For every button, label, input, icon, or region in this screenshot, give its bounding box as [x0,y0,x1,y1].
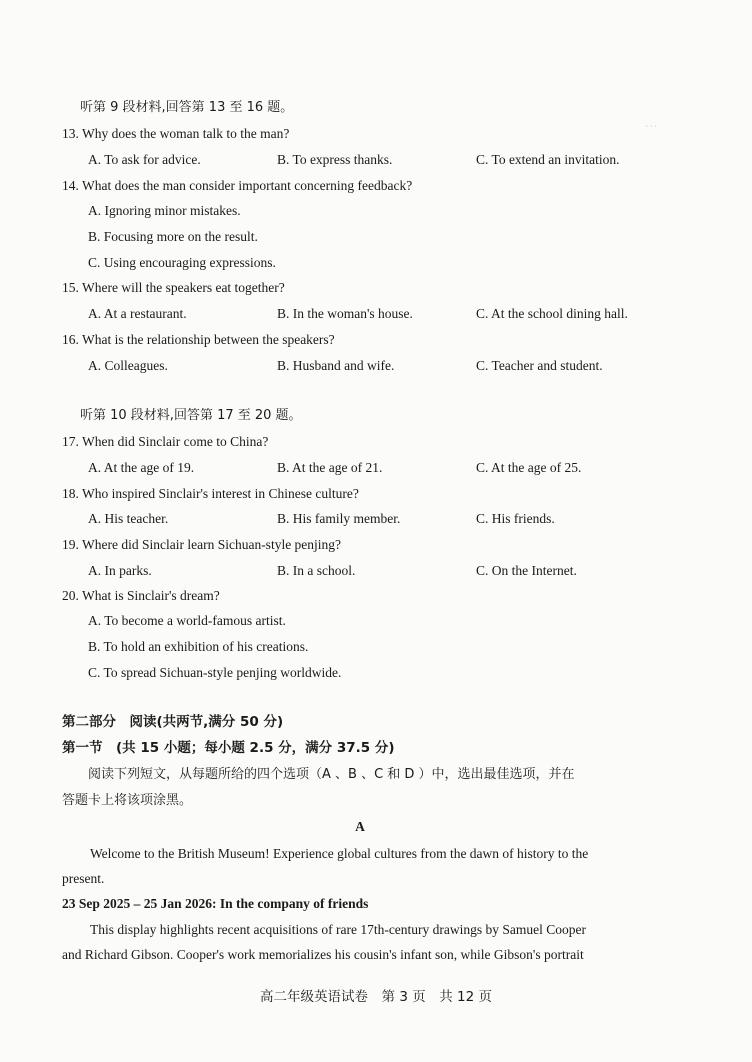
option-19c: C. On the Internet. [476,563,577,578]
event-line-1: This display highlights recent acquisitions of rare 17th-century drawings by Samuel Cooper [90,922,587,937]
instruction-line-2: 答题卡上将该项涂黑。 [62,793,193,808]
question-16: 16. What is the relationship between the speakers? [62,332,335,347]
page-footer: 高二年级英语试卷 第 3 页 共 12 页 [260,989,492,1005]
question-19: 19. Where did Sinclair learn Sichuan-style penjing? [62,537,342,552]
section-9-heading: 听第 9 段材料,回答第 13 至 16 题。 [80,100,294,115]
passage-label: A [355,819,365,834]
event-line-2: and Richard Gibson. Cooper's work memorializes his cousin's infant son, while Gibson's portrait [62,947,584,962]
option-16a: A. Colleagues. [88,358,168,373]
intro-line-2: present. [62,871,105,886]
option-18c: C. His friends. [476,511,555,526]
part-2-title: 第二部分 阅读(共两节,满分 50 分) [62,714,284,730]
option-16c: C. Teacher and student. [476,358,603,373]
option-18a: A. His teacher. [88,511,169,526]
option-14b: B. Focusing more on the result. [88,229,258,244]
exam-page: … 听第 9 段材料,回答第 13 至 16 题。 13. Why does the woman talk to the man? A. To ask for advice. B. To express thanks. C. To extend an invitation. 14. What does the man consider important concerning feedback? A. Ignoring minor mistakes. B. Focusing more on the result. C. Using encouraging expressions. 15. Where will the speakers eat together? A. At a restaurant. B. In the woman's house. C. At the school dining hall. 16. What is the relationship between the speakers? A. Colleagues. B. Husband and wife. C. Teacher and student. 听第 10 段材料,回答第 17 至 20 题。 17. When did Sinclair come to China? A. At the age of 19. B. At the age of 21. C. At the age of 25. 18. Who inspired Sinclair's interest in Chinese culture? A. His teacher. B. His family member. C. His friends. 19. Where did Sinclair learn Sichuan-style penjing? A. In parks. B. In a school. C. On the Internet. 20. What is Sinclair's dream? A. To become a world-famous artist. B. To hold an exhibition of his creations. C. To spread Sichuan-style penjing worldwide. 第二部分 阅读(共两节,满分 50 分) 第一节 (共 15 小题；每小题 2.5 分，满分 37.5 分) 阅读下列短文，从每题所给的四个选项（A 、B 、C 和 D ）中，选出最佳选项，并在 答题卡上将该项涂黑。 A Welcome to the British Museum! Experience global cultures from the dawn of history to the present. 23 Sep 2025 – 25 Jan 2026: In the company of friends This display highlights recent acquisitions of rare 17th-century drawings by Samuel Cooper and Richard Gibson. Cooper's work memorializes his cousin's infant son, while Gibson's portrait 高二年级英语试卷 第 3 页 共 12 页 [0,0,752,1062]
option-20b: B. To hold an exhibition of his creations. [88,639,309,654]
option-19a: A. In parks. [88,563,152,578]
option-16b: B. Husband and wife. [277,358,395,373]
option-14a: A. Ignoring minor mistakes. [88,203,241,218]
option-15b: B. In the woman's house. [277,306,413,321]
option-13a: A. To ask for advice. [88,152,201,167]
instruction-line-1: 阅读下列短文，从每题所给的四个选项（A 、B 、C 和 D ）中，选出最佳选项，并在 [88,767,575,782]
option-17c: C. At the age of 25. [476,460,582,475]
intro-line-1: Welcome to the British Museum! Experience global cultures from the dawn of history to the [90,846,589,861]
option-20c: C. To spread Sichuan-style penjing worldwide. [88,665,342,680]
section-1-title: 第一节 (共 15 小题；每小题 2.5 分，满分 37.5 分) [62,740,395,756]
option-20a: A. To become a world-famous artist. [88,613,286,628]
option-19b: B. In a school. [277,563,356,578]
event-heading: 23 Sep 2025 – 25 Jan 2026: In the company of friends [62,896,369,911]
option-17a: A. At the age of 19. [88,460,195,475]
question-18: 18. Who inspired Sinclair's interest in Chinese culture? [62,486,359,501]
question-15: 15. Where will the speakers eat together? [62,280,285,295]
section-10-heading: 听第 10 段材料,回答第 17 至 20 题。 [80,408,302,423]
option-18b: B. His family member. [277,511,401,526]
question-13: 13. Why does the woman talk to the man? [62,126,290,141]
option-15a: A. At a restaurant. [88,306,187,321]
question-14: 14. What does the man consider important concerning feedback? [62,178,413,193]
option-17b: B. At the age of 21. [277,460,383,475]
option-13b: B. To express thanks. [277,152,393,167]
option-14c: C. Using encouraging expressions. [88,255,276,270]
option-13c: C. To extend an invitation. [476,152,620,167]
question-20: 20. What is Sinclair's dream? [62,588,220,603]
question-17: 17. When did Sinclair come to China? [62,434,269,449]
option-15c: C. At the school dining hall. [476,306,628,321]
